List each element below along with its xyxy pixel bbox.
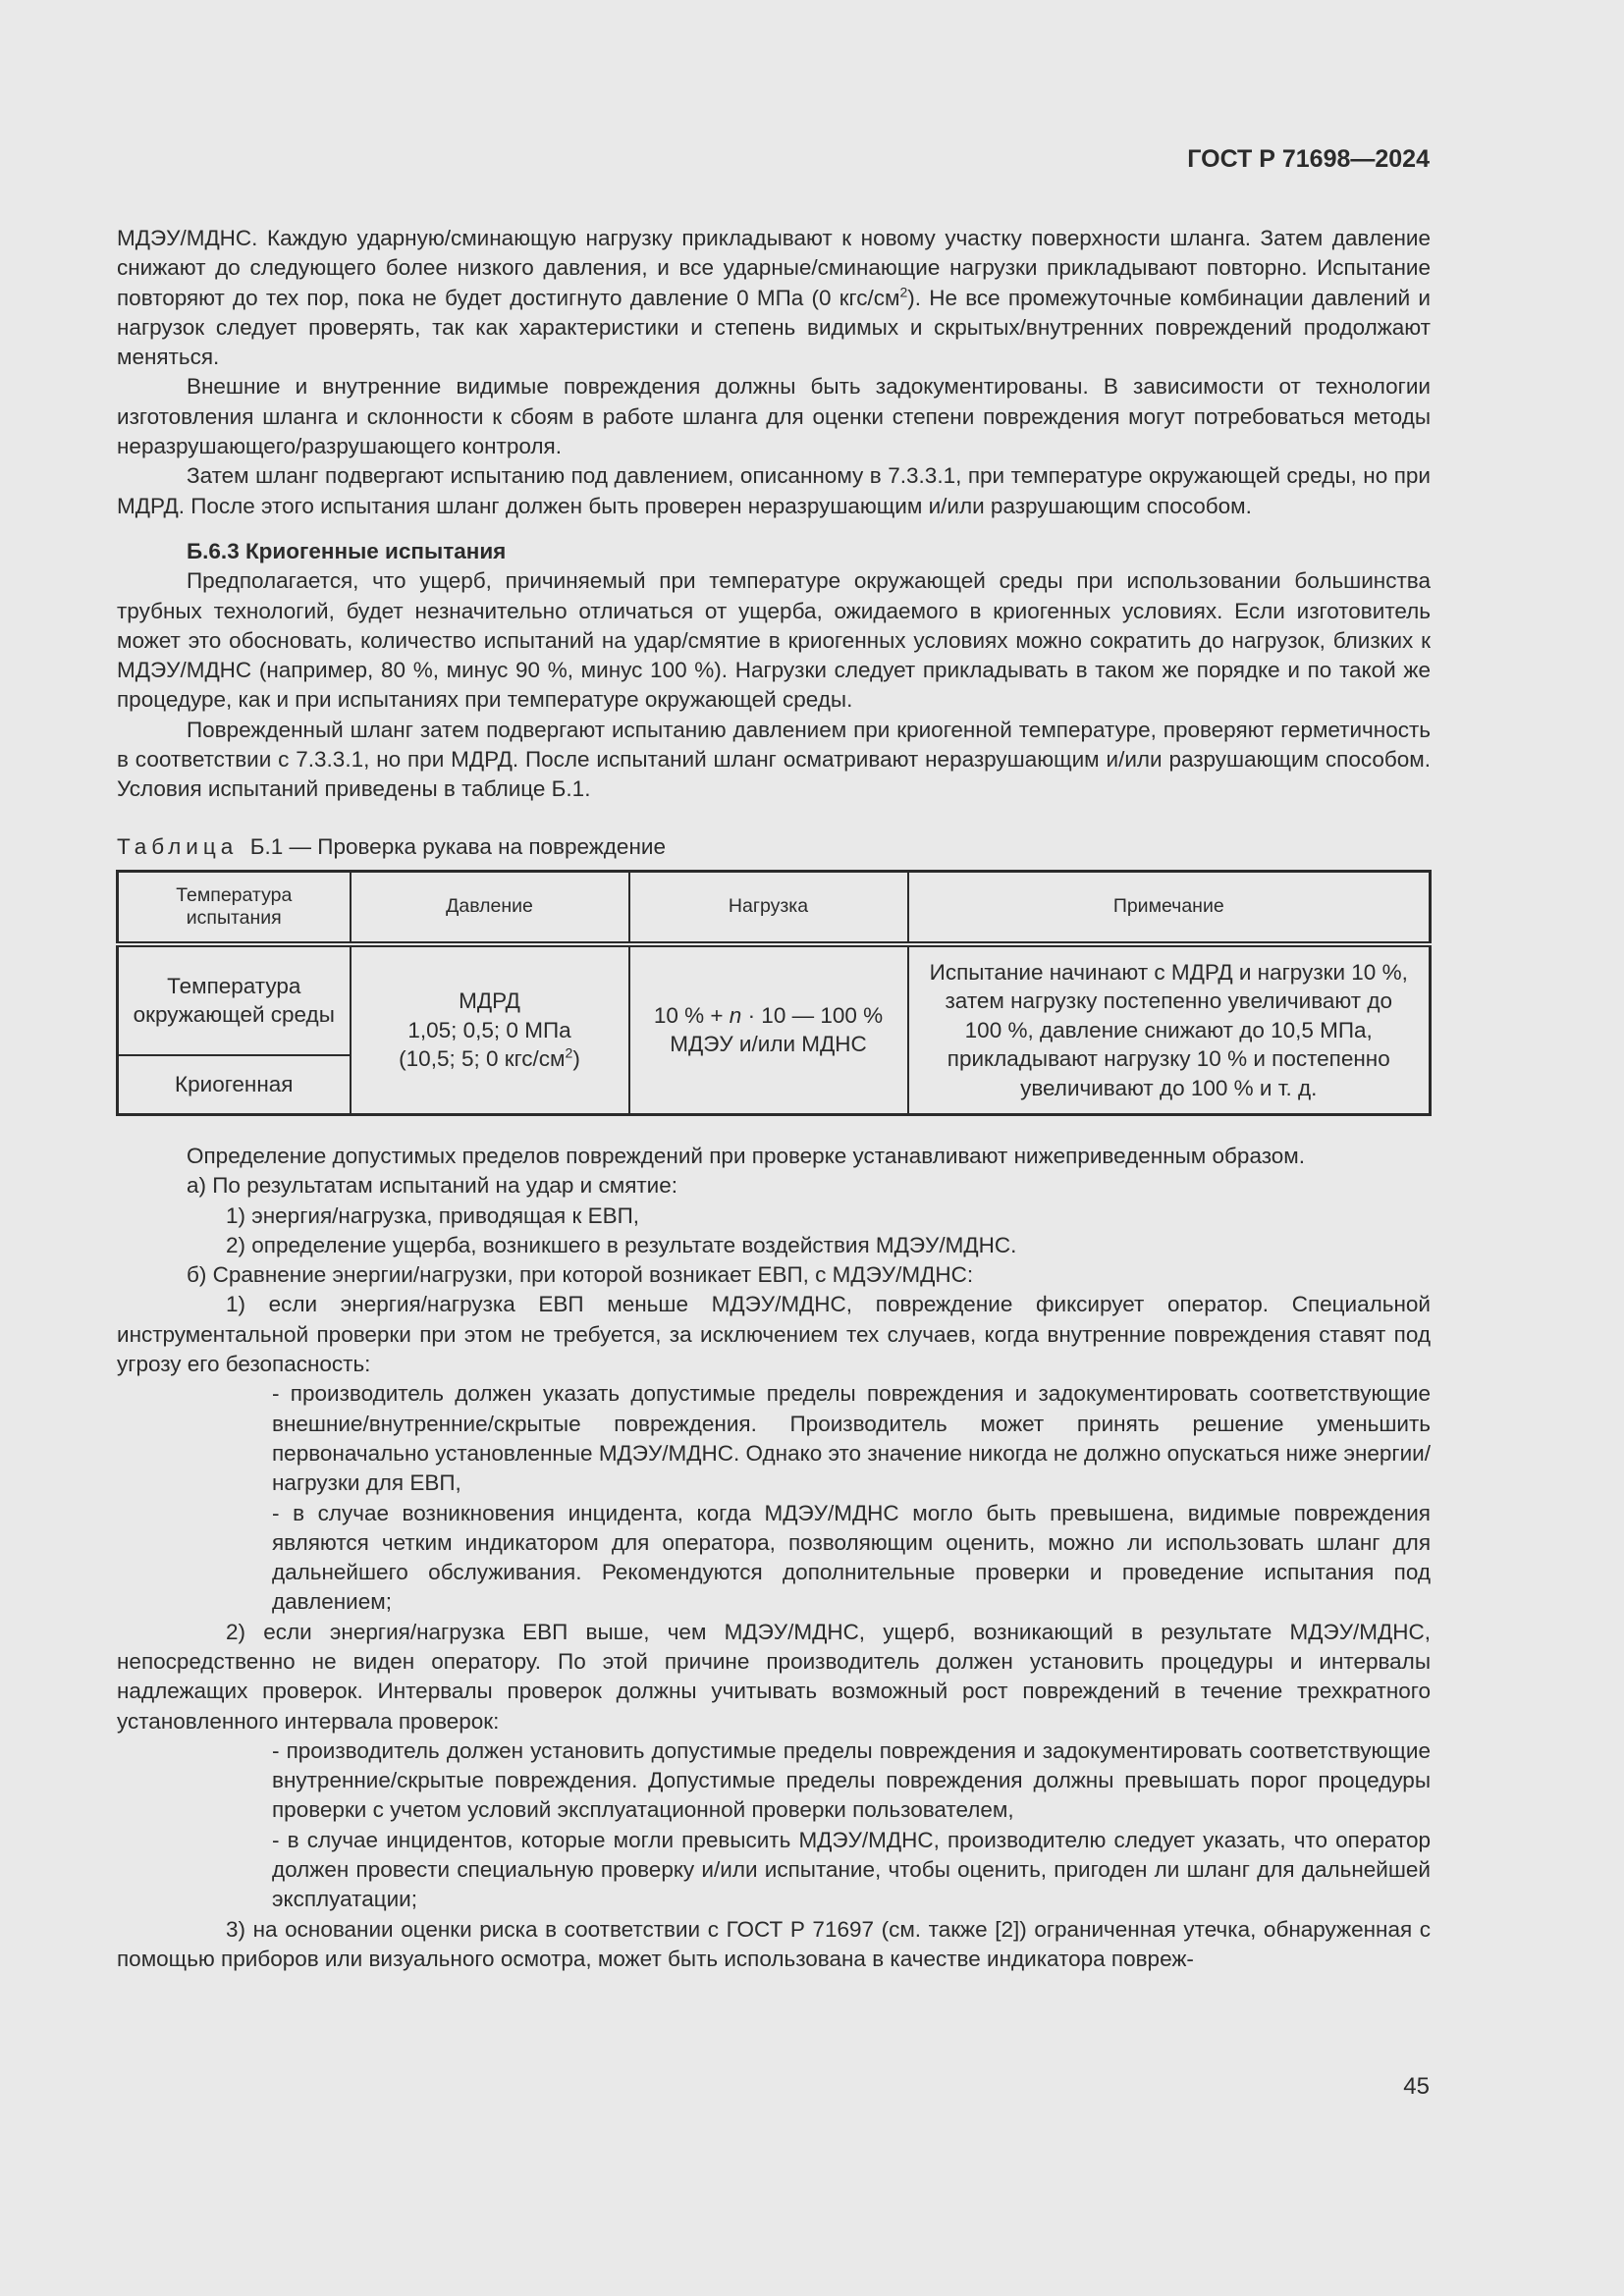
document-header: ГОСТ Р 71698—2024 (1187, 145, 1430, 173)
list-item-b3: 3) на основании оценки риска в соответствии с ГОСТ Р 71697 (см. также [2]) ограниченная утечка, обнаруженная с помощью приборов или визуального осмотра, может быть использована в качестве индикатора повреж- (117, 1916, 1431, 1971)
header-note: Примечание (908, 871, 1431, 944)
list-item-b1: 1) если энергия/нагрузка ЕВП меньше МДЭУ/МДНС, повреждение фиксирует оператор. Специальной инструментальной проверки при этом не требуется, за исключением тех случаев, когда внутренние повреждения ставят под угрозу его безопасность: (117, 1292, 1431, 1377)
document-body (117, 224, 1431, 1974)
header-pressure: Давление (351, 871, 629, 944)
paragraph-cryogenic-assumption: Предполагается, что ущерб, причиняемый при температуре окружающей среды при использовании большинства трубных технологий, будет незначительно отличаться от ущерба, ожидаемого в криогенных условиях. Если изготовитель может это обосновать, количество испытаний на удар/смятие в криогенных условиях можно сократить до нагрузок, близких к МДЭУ/МДНС (например, 80 %, минус 90 %, минус 100 %). Нагрузки следует прикладывать в таком же порядке и по такой же процедуре, как и при испытаниях при температуре окружающей среды. (117, 568, 1431, 713)
paragraph-cryogenic-test: Поврежденный шланг затем подвергают испытанию давлением при криогенной температуре, проверяют герметичность в соответствии с 7.3.3.1, но при МДРД. После испытаний шланг осматривают неразрушающим и/или разрушающим способом. Условия испытаний приведены в таблице Б.1. (117, 717, 1431, 802)
section-heading: Б.6.3 Криогенные испытания (187, 538, 507, 563)
header-temperature: Температура испытания (118, 871, 351, 944)
page-number: 45 (1403, 2073, 1430, 2100)
list-item-b2: 2) если энергия/нагрузка ЕВП выше, чем МДЭУ/МДНС, ущерб, возникающий в результате МДЭУ/МДНС, непосредственно не виден оператору. По этой причине производитель должен установить процедуры и интервалы надлежащих проверок. Интервалы проверок должны учитывать возможный рост повреждений в течение трехкратного установленного интервала проверок: (117, 1619, 1431, 1734)
paragraph-visible-damage: Внешние и внутренние видимые повреждения должны быть задокументированы. В зависимости от технологии изготовления шланга и склонности к сбоям в работе шланга для оценки степени повреждения могут потребоваться методы неразрушающего/разрушающего контроля. (117, 374, 1431, 459)
list-item-a2: 2) определение ущерба, возникшего в результате воздействия МДЭУ/МДНС. (226, 1232, 1017, 1257)
list-item-a1: 1) энергия/нагрузка, приводящая к ЕВП, (226, 1202, 640, 1228)
cell-temp-cryogenic: Криогенная (118, 1055, 351, 1115)
damage-check-table (116, 870, 1432, 1116)
table-header-row (118, 871, 1431, 944)
cell-pressure: МДРД 1,05; 0,5; 0 МПа (10,5; 5; 0 кгс/$см^2$) (351, 944, 629, 1115)
table-caption: Таблица Б.1 — Проверка рукава на повреждение (117, 833, 666, 859)
cell-load: 10 % + n · 10 — 100 % МДЭУ и/или МДНС (629, 944, 908, 1115)
cell-note: Испытание начинают с МДРД и нагрузки 10 %, затем нагрузку постепенно увеличивают до 100 %, давление снижают до 10,5 МПа, прикладывают нагрузку 10 % и постепенно увеличивают до 100 % и т. д. (908, 944, 1431, 1115)
paragraph-continuation: МДЭУ/МДНС. Каждую ударную/сминающую нагрузку прикладывают к новому участку поверхности шланга. Затем давление снижают до следующего более низкого давления, и все ударные/сминающие нагрузки прикладывают повторно. Испытание повторяют до тех пор, пока не будет достигнуто давление 0 МПа (0 кгс/$см^2$). Не все промежуточные комбинации давлений и нагрузок следует проверять, так как характеристики и степень видимых и скрытых/внутренних повреждений продолжают меняться. (117, 226, 1431, 370)
dash-item: - в случае инцидентов, которые могли превысить МДЭУ/МДНС, производителю следует указать, что оператор должен провести специальную проверку и/или испытание, чтобы оценить, пригоден ли шланг для дальнейшей эксплуатации; (272, 1827, 1431, 1912)
cell-temp-ambient: Температура окружающей среды (118, 944, 351, 1055)
list-item-b: б) Сравнение энергии/нагрузки, при которой возникает ЕВП, с МДЭУ/МДНС: (187, 1262, 974, 1288)
dash-item: - производитель должен указать допустимые пределы повреждения и задокументировать соответствующие внешние/внутренние/скрытые повреждения. Производитель может принять решение уменьшить первоначально установленные МДЭУ/МДНС. Однако это значение никогда не должно опускаться ниже энергии/нагрузки для ЕВП, (272, 1381, 1431, 1496)
dash-item: - в случае возникновения инцидента, когда МДЭУ/МДНС могло быть превышена, видимые повреждения являются четким индикатором для оператора, позволяющим оценить, можно ли использовать шланг для дальнейшего обслуживания. Рекомендуются дополнительные проверки и проведение испытания под давлением; (272, 1500, 1431, 1615)
table-row (118, 944, 1431, 1055)
list-item-a: а) По результатам испытаний на удар и смятие: (187, 1173, 678, 1199)
paragraph-pressure-test: Затем шланг подвергают испытанию под давлением, описанному в 7.3.3.1, при температуре окружающей среды, но при МДРД. После этого испытания шланг должен быть проверен неразрушающим и/или разрушающим способом. (117, 463, 1431, 518)
dash-item: - производитель должен установить допустимые пределы повреждения и задокументировать соответствующие внутренние/скрытые повреждения. Допустимые пределы повреждения должны превышать порог процедуры проверки с учетом условий эксплуатационной проверки пользователем, (272, 1737, 1431, 1823)
paragraph-limits-intro: Определение допустимых пределов повреждений при проверке устанавливают нижеприведенным образом. (187, 1143, 1305, 1168)
header-load: Нагрузка (629, 871, 908, 944)
